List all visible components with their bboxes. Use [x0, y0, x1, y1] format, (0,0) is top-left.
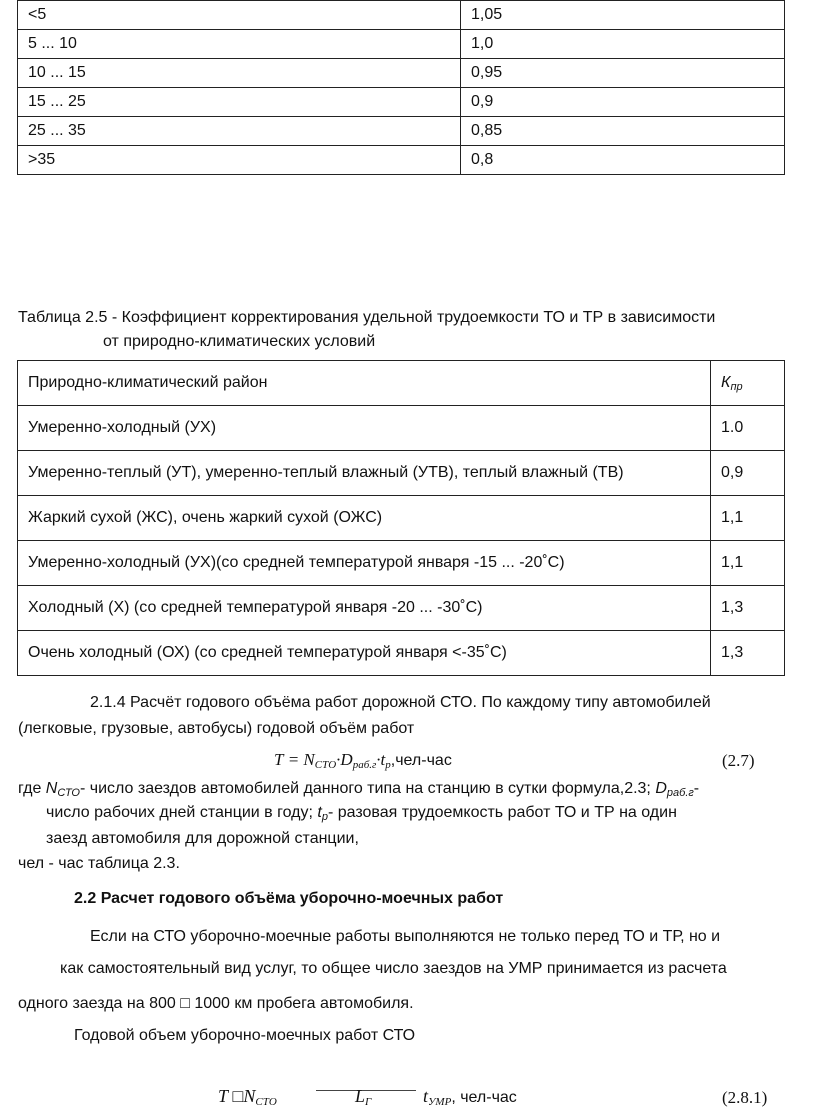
- table-cell: Холодный (Х) (со средней температурой января -20 ... -30˚С): [18, 586, 711, 631]
- table-cell: Умеренно-теплый (УТ), умеренно-теплый влажный (УТВ), теплый влажный (ТВ): [18, 451, 711, 496]
- formula-number-2-7: (2.7): [722, 751, 755, 770]
- table-row: [18, 59, 785, 88]
- where-line1: где $N_{СТО}-$ число заездов автомобилей данного типа на станцию в сутки формула,2.3; $D_{раб.г}-$: [18, 780, 700, 799]
- table-row: [18, 631, 785, 676]
- table-row: [18, 1, 785, 30]
- table-row: [18, 406, 785, 451]
- table-cell: Умеренно-холодный (УХ)(со средней температурой января -15 ... -20˚С): [18, 541, 711, 586]
- formula-number-2-8-1: (2.8.1): [722, 1088, 768, 1107]
- table-caption: Таблица 2.5 - Коэффициент корректирования удельной трудоемкости ТО и ТР в зависимости: [18, 309, 716, 326]
- table-cell: 5 ... 10: [18, 30, 461, 59]
- table-row: [18, 117, 785, 146]
- header-cell-region: Природно-климатический район: [18, 361, 711, 406]
- table-row: [18, 496, 785, 541]
- formula-2-8-1-L: $L_Г$: [355, 1086, 372, 1108]
- coefficient-table-top: [17, 0, 785, 175]
- climate-coefficient-table: [17, 360, 785, 676]
- table-row: [18, 586, 785, 631]
- table-header-row: [18, 361, 785, 406]
- table-row: [18, 30, 785, 59]
- table-cell: >35: [18, 146, 461, 175]
- table-cell: 0,9: [711, 451, 785, 496]
- section-214-line1: 2.1.4 Расчёт годового объёма работ дорожной СТО. По каждому типу автомобилей: [90, 694, 711, 711]
- section-22-para-line4: Годовой объем уборочно-моечных работ СТО: [74, 1027, 416, 1044]
- table-cell: 1,05: [461, 1, 785, 30]
- section-22-para-line3: одного заезда на 800 □ 1000 км пробега автомобиля.: [18, 995, 414, 1012]
- table-cell: 1,0: [461, 30, 785, 59]
- table-cell: <5: [18, 1, 461, 30]
- table-cell: 0,85: [461, 117, 785, 146]
- section-22-heading: 2.2 Расчет годового объёма уборочно-моечных работ: [74, 890, 504, 907]
- table-row: [18, 88, 785, 117]
- table-cell: 1,1: [711, 496, 785, 541]
- header-cell-k: $К_{пр}$: [711, 361, 785, 406]
- table-cell: 0,95: [461, 59, 785, 88]
- table-cell: Очень холодный (ОХ) (со средней температурой января <-35˚С): [18, 631, 711, 676]
- table-caption-continued: от природно-климатических условий: [103, 333, 376, 350]
- table-row: [18, 541, 785, 586]
- table-cell: 10 ... 15: [18, 59, 461, 88]
- table-cell: 15 ... 25: [18, 88, 461, 117]
- section-22-para-line2: как самостоятельный вид услуг, то общее число заездов на УМР принимается из расчета: [60, 960, 727, 977]
- table-cell: Жаркий сухой (ЖС), очень жаркий сухой (ОЖС): [18, 496, 711, 541]
- formula-2-7: $Т = N_{СТО}\cdot D_{раб.г}\cdot t_р,чел$-час: [274, 750, 452, 771]
- table-cell: 25 ... 35: [18, 117, 461, 146]
- table-cell: 1,3: [711, 631, 785, 676]
- table-row: [18, 451, 785, 496]
- where-line2: число рабочих дней станции в году; $t_р-$ разовая трудоемкость работ ТО и ТР на один: [46, 804, 677, 823]
- formula-2-8-1-t: $t_{УМР}$, чел-час: [423, 1086, 517, 1108]
- table-cell: Умеренно-холодный (УХ): [18, 406, 711, 451]
- table-cell: 1,1: [711, 541, 785, 586]
- where-line3: заезд автомобиля для дорожной станции,: [46, 830, 359, 847]
- formula-2-8-1-lhs: Т $□N_{СТО}$: [218, 1086, 277, 1108]
- table-cell: 0,9: [461, 88, 785, 117]
- table-cell: 0,8: [461, 146, 785, 175]
- table-row: [18, 146, 785, 175]
- table-cell: 1,3: [711, 586, 785, 631]
- section-22-para-line1: Если на СТО уборочно-моечные работы выполняются не только перед ТО и ТР, но и: [90, 928, 721, 945]
- table-cell: 1.0: [711, 406, 785, 451]
- section-214-line2: (легковые, грузовые, автобусы) годовой объём работ: [18, 720, 415, 737]
- where-line4: чел - час таблица 2.3.: [18, 855, 180, 872]
